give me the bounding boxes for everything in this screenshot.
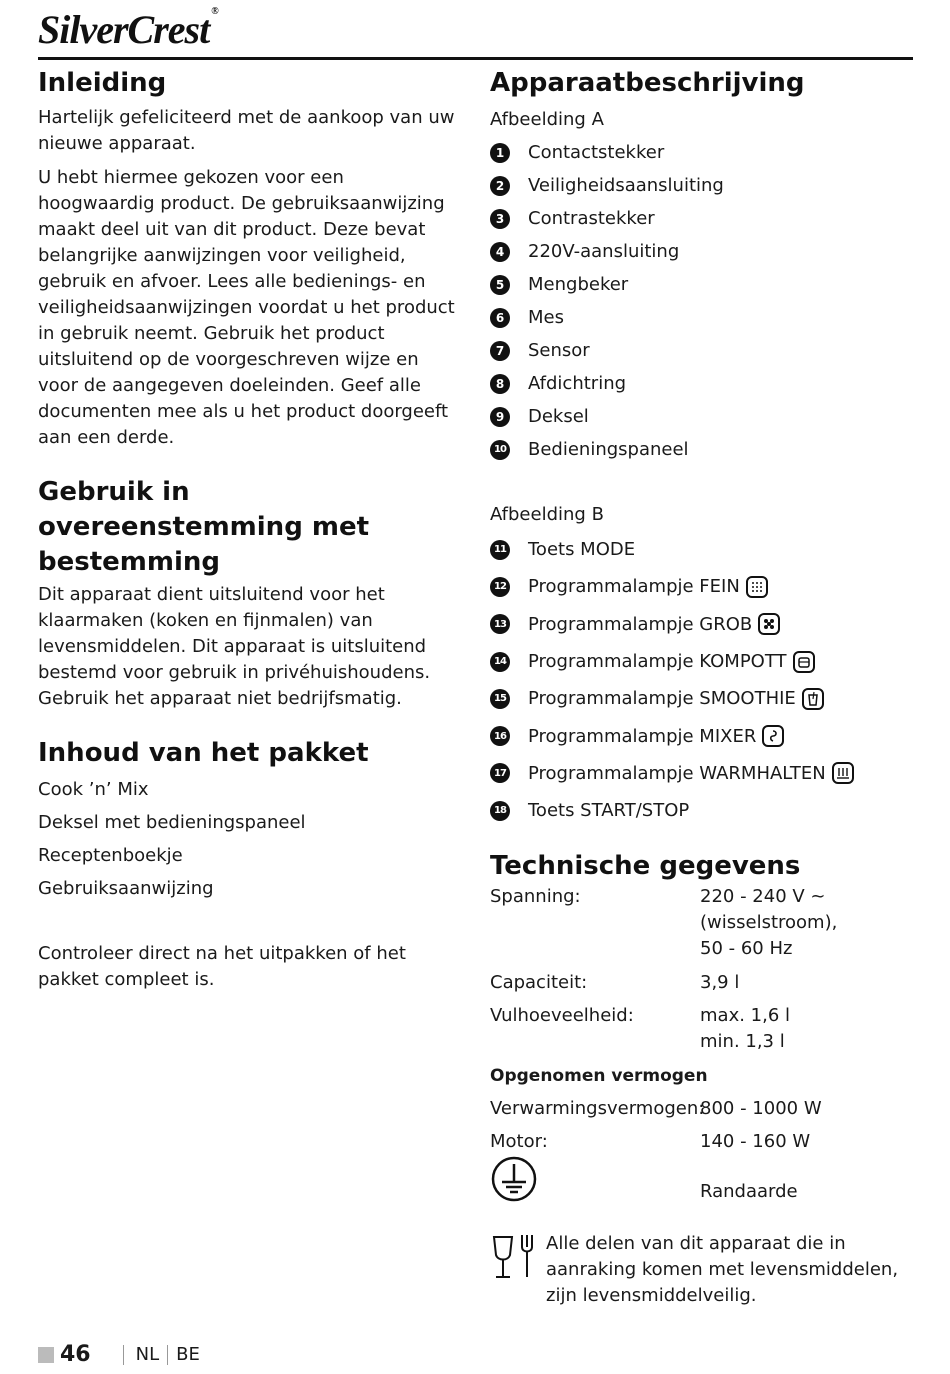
spec-value <box>700 884 920 962</box>
contents-list <box>38 773 458 905</box>
list-item <box>490 400 920 433</box>
list-item <box>490 755 920 792</box>
number-badge: 13 <box>490 614 510 634</box>
item-label: Programmalampje KOMPOTT <box>528 651 787 673</box>
footer-square-icon <box>38 1347 54 1363</box>
fine-dots-icon <box>746 576 768 598</box>
spec-value-line: 220 - 240 V ~ <box>700 886 826 908</box>
number-badge: 3 <box>490 209 510 229</box>
device-title: Apparaatbeschrijving <box>490 68 805 98</box>
footer-divider <box>167 1345 168 1365</box>
number-badge: 14 <box>490 652 510 672</box>
page-number: 46 <box>60 1342 91 1367</box>
ground-symbol <box>490 1155 700 1211</box>
list-item <box>490 568 920 605</box>
list-item <box>490 301 920 334</box>
spec-row-heating <box>490 1096 920 1122</box>
list-item <box>490 606 920 643</box>
tech-specs <box>490 884 920 1211</box>
number-badge: 9 <box>490 407 510 427</box>
spec-value: 140 - 160 W <box>700 1131 811 1153</box>
spec-value-line: max. 1,6 l <box>700 1005 791 1027</box>
item-label: Programmalampje FEIN <box>528 576 740 598</box>
power-heading <box>490 1063 920 1089</box>
number-badge: 17 <box>490 763 510 783</box>
spec-value-line: 50 - 60 Hz <box>700 938 793 960</box>
spec-key: Vulhoeveelheid: <box>490 1005 634 1027</box>
brand-logo <box>38 6 218 53</box>
list-item: Cook ’n’ Mix <box>38 779 149 800</box>
figure-b-label: Afbeelding B <box>490 504 604 525</box>
number-badge: 11 <box>490 540 510 560</box>
brand-name: SilverCrest <box>38 7 210 52</box>
intro-paragraph-2: U hebt hiermee gekozen voor een hoogwaardig product. De gebruiksaanwijzing maakt deel uit van dit product. Deze bevat belangrijke aanwijzingen voor veiligheid, gebruik en afvoer. Lees alle bedienings- en veiligheidsaanwijzingen voordat u het product in gebruik neemt. Gebruik het product uitsluitend op de voorgeschreven wijze en voor de aangegeven doeleinden. Geef alle documenten mee als u het product doorgeeft aan een derde. <box>38 167 455 448</box>
list-item: Deksel met bedieningspaneel <box>38 812 306 833</box>
item-label: Toets MODE <box>528 539 636 561</box>
list-item <box>490 717 920 754</box>
spec-key: Motor: <box>490 1131 548 1153</box>
number-badge: 10 <box>490 440 510 460</box>
spec-value: 800 - 1000 W <box>700 1098 822 1120</box>
number-badge: 18 <box>490 801 510 821</box>
spec-key: Capaciteit: <box>490 972 588 994</box>
left-column <box>38 66 458 993</box>
spec-row-ground <box>490 1155 920 1211</box>
list-item: Gebruiksaanwijzing <box>38 878 214 899</box>
item-label: Sensor <box>528 340 590 361</box>
earth-ground-icon <box>490 1155 538 1203</box>
item-label: Afdichtring <box>528 373 627 394</box>
item-label: Programmalampje MIXER <box>528 725 757 747</box>
number-badge: 5 <box>490 275 510 295</box>
spec-value: 3,9 l <box>700 972 740 994</box>
item-label: Contactstekker <box>528 142 665 163</box>
item-label: Veiligheidsaansluiting <box>528 175 724 196</box>
spiral-icon <box>762 725 784 747</box>
item-label: Contrastekker <box>528 208 655 229</box>
spec-value-line: (wisselstroom), <box>700 912 838 934</box>
spec-row-voltage <box>490 884 920 962</box>
list-item <box>490 268 920 301</box>
item-label: Bedieningspaneel <box>528 439 689 460</box>
right-column <box>490 66 920 1309</box>
food-safe-text: Alle delen van dit apparaat die in aanraking komen met levensmiddelen, zijn levensmiddelveilig. <box>546 1233 899 1307</box>
tech-title: Technische gegevens <box>490 851 801 882</box>
pot-icon <box>793 651 815 673</box>
figure-b-list <box>490 531 920 829</box>
figure-a-list <box>490 136 920 466</box>
spec-row-fill <box>490 1003 920 1055</box>
spec-row-capacity <box>490 970 920 996</box>
food-safe-icon <box>490 1231 538 1283</box>
language-be: BE <box>176 1344 200 1365</box>
contents-note: Controleer direct na het uitpakken of het pakket compleet is. <box>38 943 406 990</box>
intended-use-title: Gebruik in overeenstemming met bestemming <box>38 477 370 577</box>
cup-icon <box>802 688 824 710</box>
power-heading-text: Opgenomen vermogen <box>490 1066 708 1087</box>
number-badge: 6 <box>490 308 510 328</box>
item-label: Programmalampje WARMHALTEN <box>528 762 826 784</box>
list-item <box>490 136 920 169</box>
list-item <box>490 169 920 202</box>
number-badge: 12 <box>490 577 510 597</box>
spec-value-line: min. 1,3 l <box>700 1031 785 1053</box>
figure-a-label: Afbeelding A <box>490 109 604 130</box>
language-nl: NL <box>135 1344 160 1365</box>
spec-value: Randaarde <box>700 1181 798 1203</box>
spec-value <box>700 1003 920 1055</box>
list-item <box>490 235 920 268</box>
spec-row-motor <box>490 1129 920 1155</box>
number-badge: 4 <box>490 242 510 262</box>
intended-use-paragraph: Dit apparaat dient uitsluitend voor het klaarmaken (koken en fijnmalen) van levensmiddelen. Dit apparaat is uitsluitend bestemd voor gebruik in privéhuishoudens. Gebruik het apparaat niet bedrijfsmatig. <box>38 584 431 709</box>
list-item <box>490 680 920 717</box>
list-item <box>490 202 920 235</box>
number-badge: 16 <box>490 726 510 746</box>
list-item <box>490 334 920 367</box>
item-label: 220V-aansluiting <box>528 241 680 262</box>
number-badge: 8 <box>490 374 510 394</box>
number-badge: 7 <box>490 341 510 361</box>
item-label: Toets START/STOP <box>528 800 690 822</box>
item-label: Deksel <box>528 406 589 427</box>
food-safe-note <box>490 1231 920 1309</box>
list-item: Receptenboekje <box>38 845 183 866</box>
intro-paragraph-1: Hartelijk gefeliciteerd met de aankoop van uw nieuwe apparaat. <box>38 107 455 154</box>
spec-key: Verwarmingsvermogen: <box>490 1098 705 1120</box>
list-item <box>490 367 920 400</box>
list-item <box>490 792 920 829</box>
header-rule <box>38 57 913 60</box>
list-item <box>490 643 920 680</box>
item-label: Mengbeker <box>528 274 629 295</box>
number-badge: 2 <box>490 176 510 196</box>
coarse-dots-icon <box>758 613 780 635</box>
spec-key: Spanning: <box>490 886 581 908</box>
list-item <box>490 433 920 466</box>
item-label: Programmalampje GROB <box>528 613 753 635</box>
footer-divider <box>123 1345 124 1365</box>
heat-icon <box>832 762 854 784</box>
list-item <box>490 531 920 568</box>
contents-title: Inhoud van het pakket <box>38 738 369 768</box>
page-footer <box>38 1342 200 1367</box>
intro-title: Inleiding <box>38 68 167 98</box>
number-badge: 15 <box>490 689 510 709</box>
registered-mark: ® <box>211 6 218 17</box>
item-label: Programmalampje SMOOTHIE <box>528 688 796 710</box>
item-label: Mes <box>528 307 564 328</box>
number-badge: 1 <box>490 143 510 163</box>
